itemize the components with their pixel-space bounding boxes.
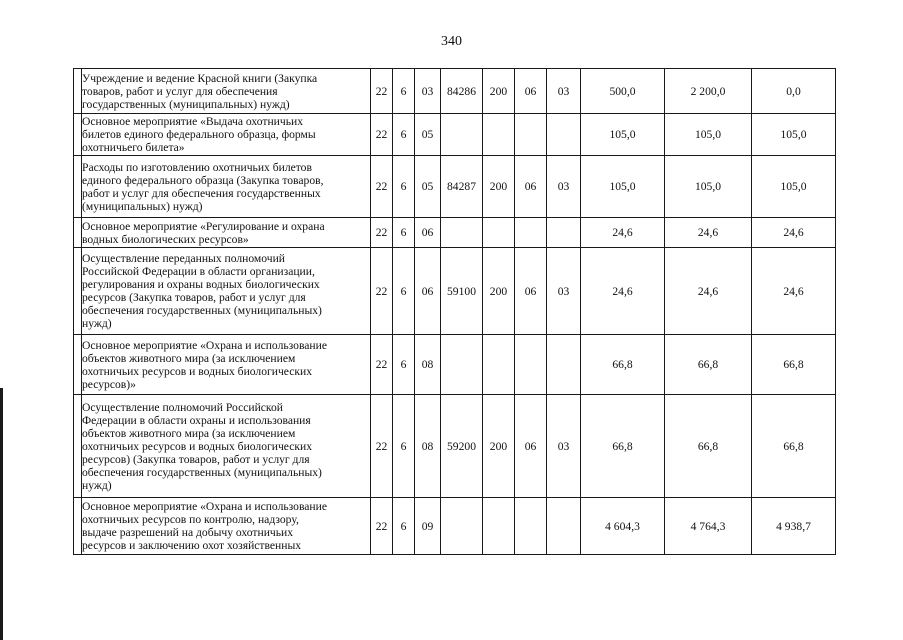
row-amount-v3: 105,0 [752, 114, 836, 156]
row-code-c4 [441, 335, 483, 395]
row-code-c4: 59200 [441, 395, 483, 498]
row-amount-v3: 66,8 [752, 395, 836, 498]
row-code-c1: 22 [371, 248, 393, 335]
row-amount-v2: 24,6 [665, 218, 752, 248]
row-code-c7 [547, 498, 581, 555]
row-code-c3: 08 [415, 335, 441, 395]
row-amount-v2: 105,0 [665, 156, 752, 218]
row-code-c6: 06 [515, 156, 547, 218]
row-amount-v3: 66,8 [752, 335, 836, 395]
row-code-c3: 05 [415, 114, 441, 156]
row-code-c3: 06 [415, 218, 441, 248]
row-margin-cell [74, 156, 82, 218]
table-row [74, 498, 836, 555]
row-description: Основное мероприятие «Выдача охотничьих билетов единого федерального образца, формы охотничьего билета» [82, 114, 371, 156]
row-margin-cell [74, 218, 82, 248]
row-code-c6 [515, 114, 547, 156]
row-code-c4: 84287 [441, 156, 483, 218]
table-row [74, 248, 836, 335]
row-amount-v1: 24,6 [581, 218, 665, 248]
row-amount-v3: 24,6 [752, 248, 836, 335]
row-code-c5 [483, 498, 515, 555]
row-code-c6: 06 [515, 395, 547, 498]
row-amount-v2: 105,0 [665, 114, 752, 156]
page-number: 340 [441, 34, 462, 49]
row-amount-v1: 105,0 [581, 156, 665, 218]
row-code-c7: 03 [547, 69, 581, 114]
row-code-c1: 22 [371, 498, 393, 555]
row-code-c3: 06 [415, 248, 441, 335]
row-amount-v3: 24,6 [752, 218, 836, 248]
table-row [74, 335, 836, 395]
row-code-c2: 6 [393, 248, 415, 335]
table-row [74, 395, 836, 498]
row-code-c6 [515, 218, 547, 248]
row-code-c1: 22 [371, 335, 393, 395]
table-body [74, 69, 836, 555]
row-description: Осуществление переданных полномочий Российской Федерации в области организации, регулирования и охраны водных биологических ресурсов (Закупка товаров, работ и услуг для обеспечения государственных (муниципальных) нужд) [82, 248, 371, 335]
row-description: Основное мероприятие «Регулирование и охрана водных биологических ресурсов» [82, 218, 371, 248]
row-code-c4 [441, 114, 483, 156]
row-amount-v3: 105,0 [752, 156, 836, 218]
row-code-c4: 84286 [441, 69, 483, 114]
row-margin-cell [74, 395, 82, 498]
row-code-c5 [483, 218, 515, 248]
row-amount-v3: 0,0 [752, 69, 836, 114]
row-amount-v3: 4 938,7 [752, 498, 836, 555]
row-code-c1: 22 [371, 395, 393, 498]
row-code-c7 [547, 218, 581, 248]
row-code-c6: 06 [515, 248, 547, 335]
row-code-c6 [515, 498, 547, 555]
scan-edge-shadow [0, 388, 3, 640]
row-code-c5: 200 [483, 69, 515, 114]
row-amount-v1: 105,0 [581, 114, 665, 156]
row-code-c1: 22 [371, 218, 393, 248]
row-code-c7 [547, 335, 581, 395]
row-code-c4 [441, 218, 483, 248]
row-description: Расходы по изготовлению охотничьих билетов единого федерального образца (Закупка товаров, работ и услуг для обеспечения государственных (муниципальных) нужд) [82, 156, 371, 218]
table-row [74, 69, 836, 114]
table-row [74, 218, 836, 248]
row-amount-v2: 66,8 [665, 395, 752, 498]
row-code-c3: 03 [415, 69, 441, 114]
row-code-c4 [441, 498, 483, 555]
row-description: Учреждение и ведение Красной книги (Закупка товаров, работ и услуг для обеспечения государственных (муниципальных) нужд) [82, 69, 371, 114]
row-code-c5 [483, 335, 515, 395]
row-margin-cell [74, 498, 82, 555]
row-margin-cell [74, 69, 82, 114]
row-amount-v1: 4 604,3 [581, 498, 665, 555]
table-row [74, 114, 836, 156]
row-description: Основное мероприятие «Охрана и использование объектов животного мира (за исключением охотничьих ресурсов и водных биологических ресурсов)» [82, 335, 371, 395]
row-code-c6: 06 [515, 69, 547, 114]
row-amount-v2: 4 764,3 [665, 498, 752, 555]
row-code-c5: 200 [483, 395, 515, 498]
row-code-c2: 6 [393, 498, 415, 555]
row-code-c5: 200 [483, 156, 515, 218]
row-amount-v1: 66,8 [581, 395, 665, 498]
row-code-c2: 6 [393, 218, 415, 248]
row-margin-cell [74, 114, 82, 156]
row-code-c3: 09 [415, 498, 441, 555]
row-code-c2: 6 [393, 69, 415, 114]
budget-table [73, 68, 836, 555]
row-amount-v2: 24,6 [665, 248, 752, 335]
row-code-c3: 05 [415, 156, 441, 218]
row-code-c3: 08 [415, 395, 441, 498]
row-code-c1: 22 [371, 114, 393, 156]
row-code-c5: 200 [483, 248, 515, 335]
row-code-c1: 22 [371, 69, 393, 114]
row-amount-v1: 24,6 [581, 248, 665, 335]
row-description: Осуществление полномочий Российской Федерации в области охраны и использования объектов животного мира (за исключением охотничьих ресурсов и водных биологических ресурсов) (Закупка товаров, работ и услуг для обеспечения государственных (муниципальных) нужд) [82, 395, 371, 498]
row-code-c1: 22 [371, 156, 393, 218]
row-code-c7: 03 [547, 395, 581, 498]
row-amount-v2: 2 200,0 [665, 69, 752, 114]
row-code-c2: 6 [393, 156, 415, 218]
row-margin-cell [74, 248, 82, 335]
row-code-c7 [547, 114, 581, 156]
row-code-c2: 6 [393, 335, 415, 395]
row-code-c4: 59100 [441, 248, 483, 335]
row-amount-v2: 66,8 [665, 335, 752, 395]
row-amount-v1: 66,8 [581, 335, 665, 395]
row-code-c2: 6 [393, 114, 415, 156]
row-code-c6 [515, 335, 547, 395]
row-margin-cell [74, 335, 82, 395]
row-code-c2: 6 [393, 395, 415, 498]
row-code-c7: 03 [547, 248, 581, 335]
row-code-c7: 03 [547, 156, 581, 218]
row-code-c5 [483, 114, 515, 156]
row-description: Основное мероприятие «Охрана и использование охотничьих ресурсов по контролю, надзору, выдаче разрешений на добычу охотничьих ресурсов и заключению охот хозяйственных [82, 498, 371, 555]
table-row [74, 156, 836, 218]
row-amount-v1: 500,0 [581, 69, 665, 114]
